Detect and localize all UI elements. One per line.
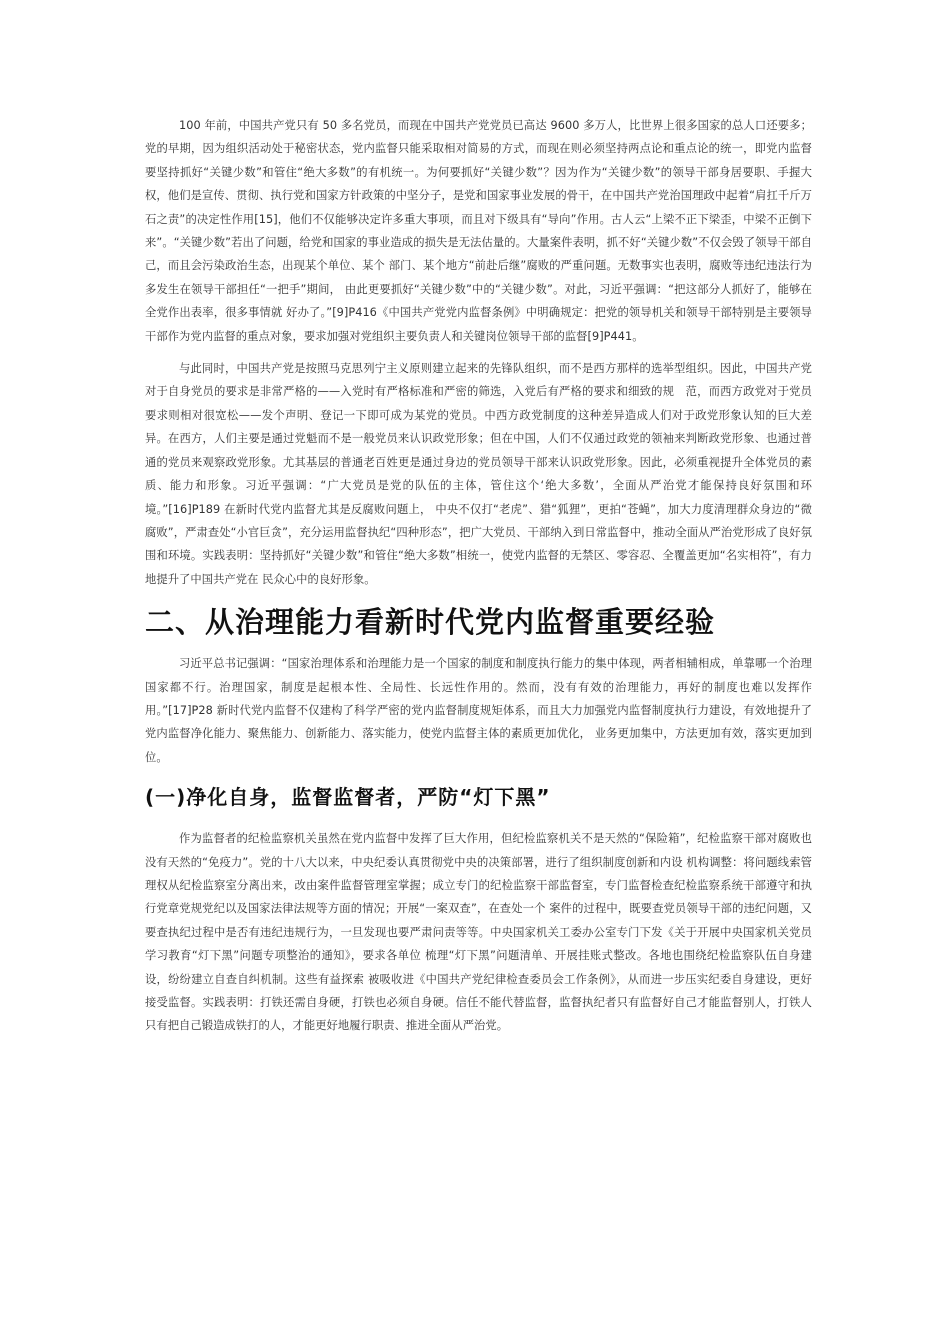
body-paragraph-4: 作为监督者的纪检监察机关虽然在党内监督中发挥了巨大作用，但纪检监察机关不是天然的“保险箱”，纪检监察干部对腐败也没有天然的“免疫力”。党的十八大以来，中央纪委认真贯彻党中央的决策部署，进行了组织制度创新和内设 机构调整：将问题线索管理权从纪检监察室分离出来，改由案件监督管理室掌握；成立专门的纪检监察干部监督室，专门监督检查纪检监察系统干部遵守和执行党章党规党纪以及国家法律法规等方面的情况；开展“一案双查”，在查处一个 案件的过程中，既要查党员领导干部的违纪问题，又要查执纪过程中是否有违纪违规行为，一旦发现也要严肃问责等等。中央国家机关工委办公室专门下发《关于开展中央国家机关党员学习教育“灯下黑”问题专项整治的通知》，要求各单位 梳理“灯下黑”问题清单、开展挂账式整改。各地也围绕纪检监察队伍自身建设，纷纷建立自查自纠机制。这些有益探索 被吸收进《中国共产党纪律检查委员会工作条例》，从而进一步压实纪委自身建设，更好接受监督。实践表明：打铁还需自身硬，打铁也必须自身硬。信任不能代替监督，监督执纪者只有监督好自己才能监督别人，打铁人只有把自己锻造成铁打的人，才能更好地履行职责、推进全面从严治党。 bbox=[145, 832, 812, 1033]
body-paragraph-2: 与此同时，中国共产党是按照马克思列宁主义原则建立起来的先锋队组织，而不是西方那样的选举型组织。因此，中国共产党对于自身党员的要求是非常严格的——入党时有严格标准和严密的筛选，入党后有严格的要求和细致的规 范，而西方政党对于党员要求则相对很宽松——发个声明、登记一下即可成为某党的党员。中西方政党制度的这种差异造成人们对于政党形象认知的巨大差异。在西方，人们主要是通过党魁而不是一般党员来认识政党形象；但在中国，人们不仅通过政党的领袖来判断政党形象、也通过普通的党员来观察政党形象。尤其基层的普通老百姓更是通过身边的党员领导干部来认识政党形象。因此，必须重视提升全体党员的素质、能力和形象。习近平强调：“广大党员是党的队伍的主体，管住这个‘绝大多数’，全面从严治党才能保持良好氛围和环境。”[16]P189 在新时代党内监督尤其是反腐败问题上， 中央不仅打“老虎”、猎“狐狸”，更拍“苍蝇”，加大力度清理群众身边的“微腐败”，严肃查处“小官巨贪”，充分运用监督执纪“四种形态”，把广大党员、干部纳入到日常监督中，推动全面从严治党形成了良好氛围和环境。实践表明：坚持抓好“关键少数”和管住“绝大多数”相统一，使党内监督的无禁区、零容忍、全覆盖更加“名实相符”，有力地提升了中国共产党在 民众心中的良好形象。 bbox=[145, 362, 812, 586]
body-paragraph-1: 100 年前，中国共产党只有 50 多名党员，而现在中国共产党党员已高达 9600 多万人，比世界上很多国家的总人口还要多；党的早期，因为组织活动处于秘密状态，党内监督只能采取相对简易的方式，而现在则必须坚持两点论和重点论的统一，即党内监督要坚持抓好“关键少数”和管住“绝大多数”的有机统一。为何要抓好“关键少数”？因为作为“关键少数”的领导干部身居要职、手握大权，他们是宣传、贯彻、执行党和国家方针政策的中坚分子，是党和国家事业发展的骨干，在中国共产党治国理政中起着“肩扛千斤万石之责”的决定性作用[15]，他们不仅能够决定许多重大事项，而且对下级具有“导向”作用。古人云“上梁不正下梁歪，中梁不正倒下来”。“关键少数”若出了问题，给党和国家的事业造成的损失是无法估量的。大量案件表明，抓不好“关键少数”不仅会毁了领导干部自己，而且会污染政治生态，出现某个单位、某个 部门、某个地方“前赴后继”腐败的严重问题。无数事实也表明，腐败等违纪违法行为多发生在领导干部担任“一把手”期间， 由此更要抓好“关键少数”中的“关键少数”。对此，习近平强调：“把这部分人抓好了，能够在全党作出表率，很多事情就 好办了。”[9]P416《中国共产党党内监督条例》中明确规定：把党的领导机关和领导干部特别是主要领导干部作为党内监督的重点对象，要求加强对党组织主要负责人和关键岗位领导干部的监督[9]P441。 bbox=[145, 119, 812, 343]
body-paragraph-3: 习近平总书记强调：“国家治理体系和治理能力是一个国家的制度和制度执行能力的集中体现，两者相辅相成，单靠哪一个治理国家都不行。治理国家，制度是起根本性、全局性、长远性作用的。然而，没有有效的治理能力，再好的制度也难以发挥作用。”[17]P28 新时代党内监督不仅建构了科学严密的党内监督制度规矩体系，而且大力加强党内监督制度执行力建设，有效地提升了党内监督净化能力、聚焦能力、创新能力、落实能力，使党内监督主体的素质更加优化， 业务更加集中，方法更加有效，落实更加到位。 bbox=[145, 657, 812, 764]
section-heading-governance: 二、从治理能力看新时代党内监督重要经验 bbox=[145, 605, 716, 640]
document-page bbox=[145, 114, 812, 1038]
subsection-heading-self-purification: (一)净化自身，监督监督者，严防“灯下黑” bbox=[145, 785, 551, 810]
